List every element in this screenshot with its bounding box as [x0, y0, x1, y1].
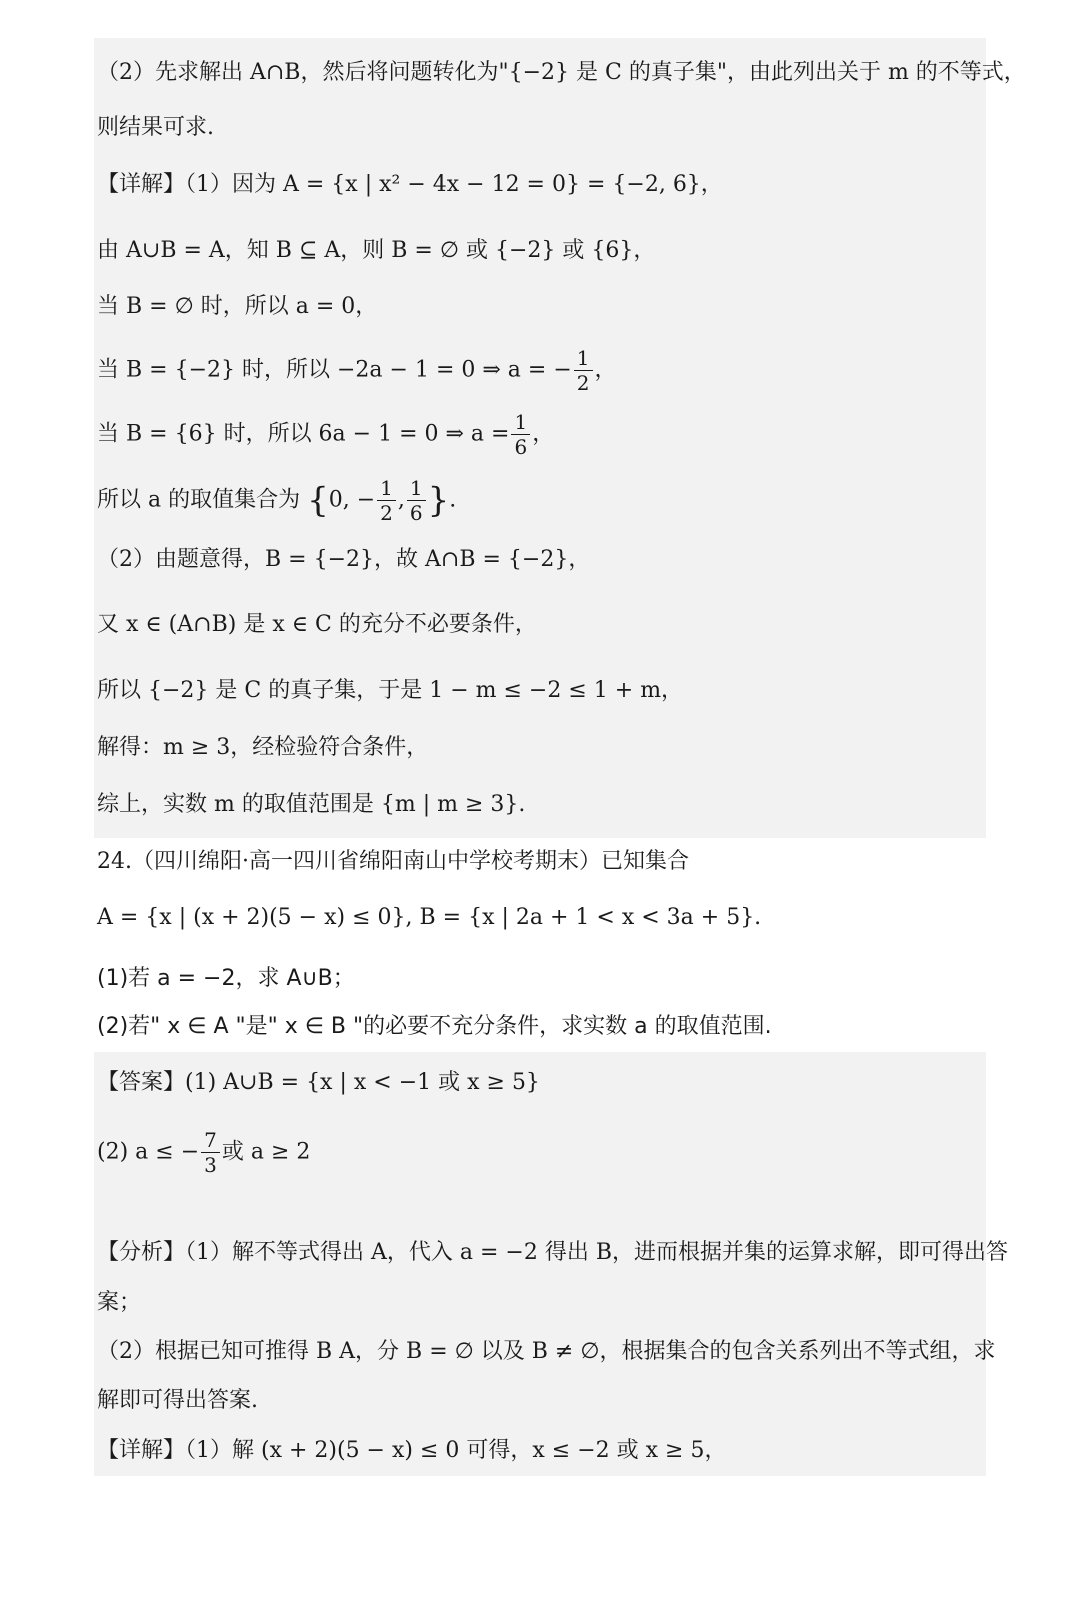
text-line: (2)若" x ∈ A "是" x ∈ B "的必要不充分条件，求实数 a 的取值范围. — [97, 1014, 772, 1039]
text-segment: 当 B = {6} 时，所以 6a − 1 = 0 ⇒ a = — [97, 421, 510, 447]
text-segment: ， — [594, 357, 617, 383]
denominator: 6 — [409, 501, 423, 525]
text-line: 解得：m ≥ 3，经检验符合条件， — [97, 735, 429, 760]
fraction — [574, 348, 593, 393]
text-line: 所以 a 的取值集合为 {0, − $\frac{1}{2}$ , $\frac{1}{6}$ }. — [97, 476, 457, 525]
numerator: 1 — [377, 478, 396, 501]
text-line: 则结果可求. — [97, 115, 214, 140]
denominator: 2 — [380, 501, 393, 525]
text-segment: ， — [532, 421, 555, 447]
text-line: 所以 {−2} 是 C 的真子集，于是 1 − m ≤ −2 ≤ 1 + m， — [97, 678, 684, 703]
text-line: 案； — [97, 1290, 142, 1315]
numerator: 1 — [574, 348, 593, 371]
text-segment: , — [397, 487, 405, 513]
text-segment: . — [449, 487, 457, 513]
text-segment: 所以 a 的取值集合为 — [97, 487, 301, 513]
text-line — [97, 412, 554, 457]
text-segment: 0, − — [328, 487, 376, 513]
text-line: 又 x ∈ (A∩B) 是 x ∈ C 的充分不必要条件， — [97, 612, 537, 637]
numerator: 1 — [407, 478, 426, 501]
question-heading: 24.（四川绵阳·高一四川省绵阳南山中学校考期末）已知集合 — [97, 849, 689, 874]
text-line: 【详解】（1）因为 A = {x | x² − 4x − 12 = 0} = {−2, 6}， — [97, 172, 723, 197]
text-line: 当 B = ∅ 时，所以 a = 0， — [97, 294, 378, 319]
text-line: 解即可得出答案. — [97, 1388, 258, 1413]
denominator: 6 — [514, 435, 528, 459]
text-line: 【详解】（1）解 (x + 2)(5 − x) ≤ 0 可得，x ≤ −2 或 x ≥ 5， — [97, 1438, 727, 1463]
denominator: 3 — [204, 1153, 217, 1177]
denominator: 2 — [576, 371, 590, 395]
text-line: 【分析】（1）解不等式得出 A，代入 a = −2 得出 B，进而根据并集的运算求解，即可得出答 — [97, 1240, 1008, 1265]
text-line: （2）先求解出 A∩B，然后将问题转化为"{−2} 是 C 的真子集"，由此列出关于 m 的不等式， — [97, 60, 1026, 85]
fraction — [407, 478, 426, 523]
text-line: （2）由题意得，B = {−2}，故 A∩B = {−2}， — [97, 547, 591, 572]
text-segment: 或 a ≥ 2 — [221, 1139, 311, 1165]
text-line: 【答案】(1) A∪B = {x | x < −1 或 x ≥ 5} — [97, 1070, 540, 1095]
text-line: A = {x | (x + 2)(5 − x) ≤ 0}, B = {x | 2a + 1 < x < 3a + 5}. — [97, 905, 762, 930]
text-line: 由 A∪B = A，知 B ⊆ A，则 B = ∅ 或 {−2} 或 {6}， — [97, 238, 656, 263]
text-line: 综上，实数 m 的取值范围是 {m | m ≥ 3}. — [97, 792, 526, 817]
text-line: （2）根据已知可推得 B A，分 B = ∅ 以及 B ≠ ∅，根据集合的包含关系列出不等式组，求 — [97, 1339, 996, 1364]
numerator: 1 — [511, 412, 530, 435]
text-line — [97, 1130, 310, 1175]
text-line — [97, 348, 617, 393]
text-line: (1)若 a = −2，求 A∪B； — [97, 966, 355, 991]
fraction — [511, 412, 530, 457]
text-segment: 当 B = {−2} 时，所以 −2a − 1 = 0 ⇒ a = − — [97, 357, 572, 383]
fraction — [201, 1130, 220, 1175]
numerator: 7 — [201, 1130, 220, 1153]
text-segment: (2) a ≤ − — [97, 1139, 200, 1165]
fraction — [377, 478, 396, 523]
